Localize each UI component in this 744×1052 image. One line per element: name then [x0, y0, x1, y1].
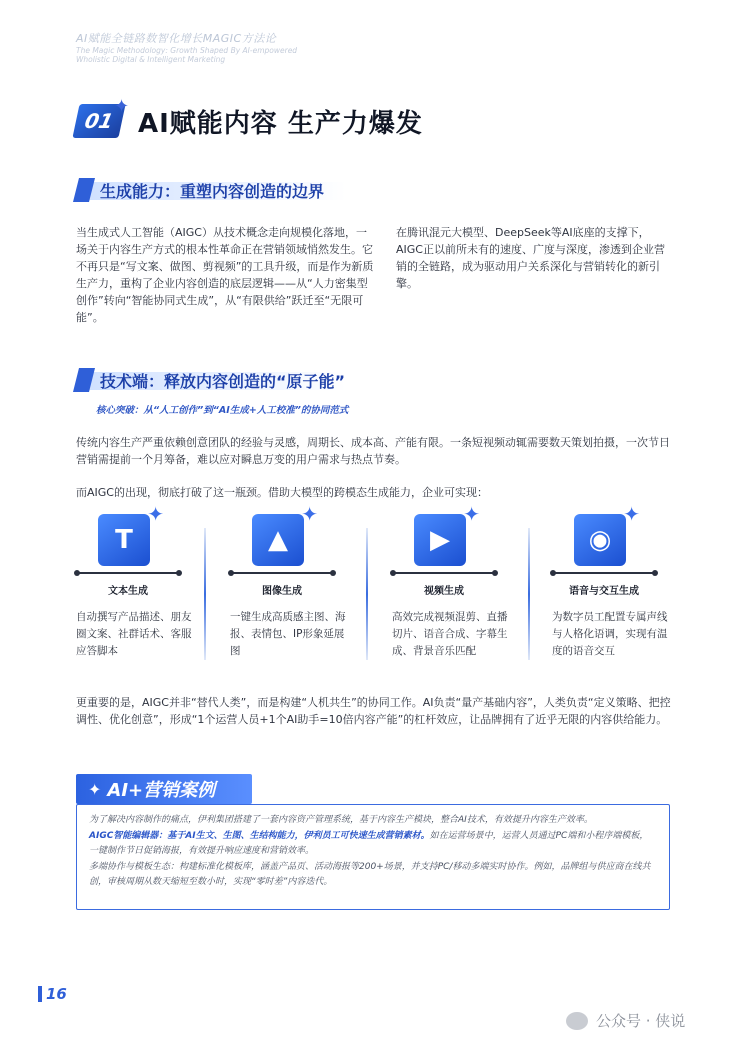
case-line-2 — [89, 829, 657, 860]
page-number — [38, 985, 67, 1003]
paragraph-summary: 更重要的是，AIGC并非“替代人类”，而是构建“人机共生”的协同工作。AI负责“量产基础内容”，人类负责“定义策略、把控调性、优化创意”，形成“1个运营人员+1个AI助手=10倍内容产能”的杠杆效应，让品牌拥有了近乎无限的内容供给能力。 — [76, 696, 671, 726]
section-heading — [76, 98, 423, 144]
subheading-tech-title: 技术端：释放内容创造的“原子能” — [100, 372, 346, 391]
header-subtitle-1: The Magic Methodology: Growth Shaped By AI-empowered — [76, 45, 298, 55]
subheading-tech — [76, 366, 356, 396]
case-line-2-text: 如在运营场景中，运营人员通过PC端和小程序端模板，一键制作节日促销海报，有效提升响应速度和营销效率。 — [89, 830, 649, 856]
feature-label: 图像生成 — [262, 586, 302, 597]
divider — [204, 528, 206, 660]
case-line-1: 为了解决内容制作的痛点，伊利集团搭建了一套内容资产管理系统，基于内容生产模块，整合AI技术，有效提升内容生产效率。 — [89, 815, 593, 825]
subheading-capability — [76, 176, 356, 206]
feature-video — [392, 502, 522, 660]
feature-voice — [552, 502, 682, 660]
voice-icon: ◉ ✦ — [574, 514, 626, 566]
sparkle-icon: ✦ — [114, 96, 130, 117]
subheading-capability-title: 生成能力：重塑内容创造的边界 — [100, 182, 325, 201]
feature-label: 视频生成 — [424, 586, 464, 597]
feature-desc: 一键生成高质感主图、海报、表情包、IP形象延展图 — [230, 611, 346, 657]
watermark-text: 公众号 · 侠说 — [596, 1012, 686, 1030]
video-play-icon: ▶ ✦ — [414, 514, 466, 566]
header-title: AI赋能全链路数智化增长MAGIC方法论 — [76, 32, 277, 45]
page-number-text: 16 — [46, 985, 67, 1003]
text-doc-icon: T ✦ — [98, 514, 150, 566]
paragraph-aigc-engine: 在腾讯混元大模型、DeepSeek等AI底座的支撑下，AIGC正以前所未有的速度、广度与深度，渗透到企业营销的全链路，成为驱动用户关系深化与营销转化的新引擎。 — [396, 226, 665, 290]
feature-desc: 高效完成视频混剪、直播切片、语音合成、字幕生成、背景音乐匹配 — [392, 611, 508, 657]
header-subtitle-2: Wholistic Digital & Intelligent Marketing — [76, 55, 226, 65]
divider — [366, 528, 368, 660]
watermark — [566, 1010, 685, 1031]
paragraph-traditional: 传统内容生产严重依赖创意团队的经验与灵感，周期长、成本高、产能有限。一条短视频动辄需要数天策划拍摄，一次节日营销需提前一个月筹备，难以应对瞬息万变的用户需求与热点节奏。 — [76, 436, 670, 466]
feature-desc: 为数字员工配置专属声线与人格化语调，实现有温度的语音交互 — [552, 611, 668, 657]
core-breakthrough: 核心突破：从“人工创作”到“AI生成+人工校准”的协同范式 — [96, 405, 349, 416]
section-number: 01 — [72, 104, 125, 138]
case-box — [76, 804, 670, 910]
feature-label: 文本生成 — [108, 586, 148, 597]
paragraph-breakthrough: 而AIGC的出现，彻底打破了这一瓶颈。借助大模型的跨模态生成能力，企业可实现： — [76, 486, 488, 499]
paragraph-aigc-intro: 当生成式人工智能（AIGC）从技术概念走向规模化落地，一场关于内容生产方式的根本性革命正在营销领域悄然发生。它不再只是“写文案、做图、剪视频”的工具升级，而是作为新质生产力，重构了企业内容创造的底层逻辑——从“人力密集型创作”转向“智能协同式生成”，从“有限供给”跃迁至“无限可能”。 — [76, 226, 374, 324]
divider — [528, 528, 530, 660]
case-tag — [76, 774, 252, 804]
feature-label: 语音与交互生成 — [569, 586, 639, 597]
sparkle-icon: ✦ — [88, 779, 102, 799]
case-line-3: 多端协作与模板生态：构建标准化模板库，涵盖产品页、活动海报等200+场景，并支持PC/移动多端实时协作。例如，品牌组与供应商在线共创，审核周期从数天缩短至数小时，实现“零时差”内容迭代。 — [89, 861, 651, 887]
image-icon: ▲ ✦ — [252, 514, 304, 566]
case-line-2-key: AIGC智能编辑器：基于AI生文、生图、生结构能力，伊利员工可快速生成营销素材。 — [89, 830, 430, 841]
case-tag-label: AI+营销案例 — [107, 780, 216, 801]
running-header — [76, 32, 297, 65]
section-title: AI赋能内容 生产力爆发 — [138, 108, 423, 139]
feature-image — [230, 502, 360, 660]
feature-text — [76, 502, 206, 660]
feature-desc: 自动撰写产品描述、朋友圈文案、社群话术、客服应答脚本 — [76, 611, 192, 657]
wechat-icon — [566, 1012, 588, 1030]
